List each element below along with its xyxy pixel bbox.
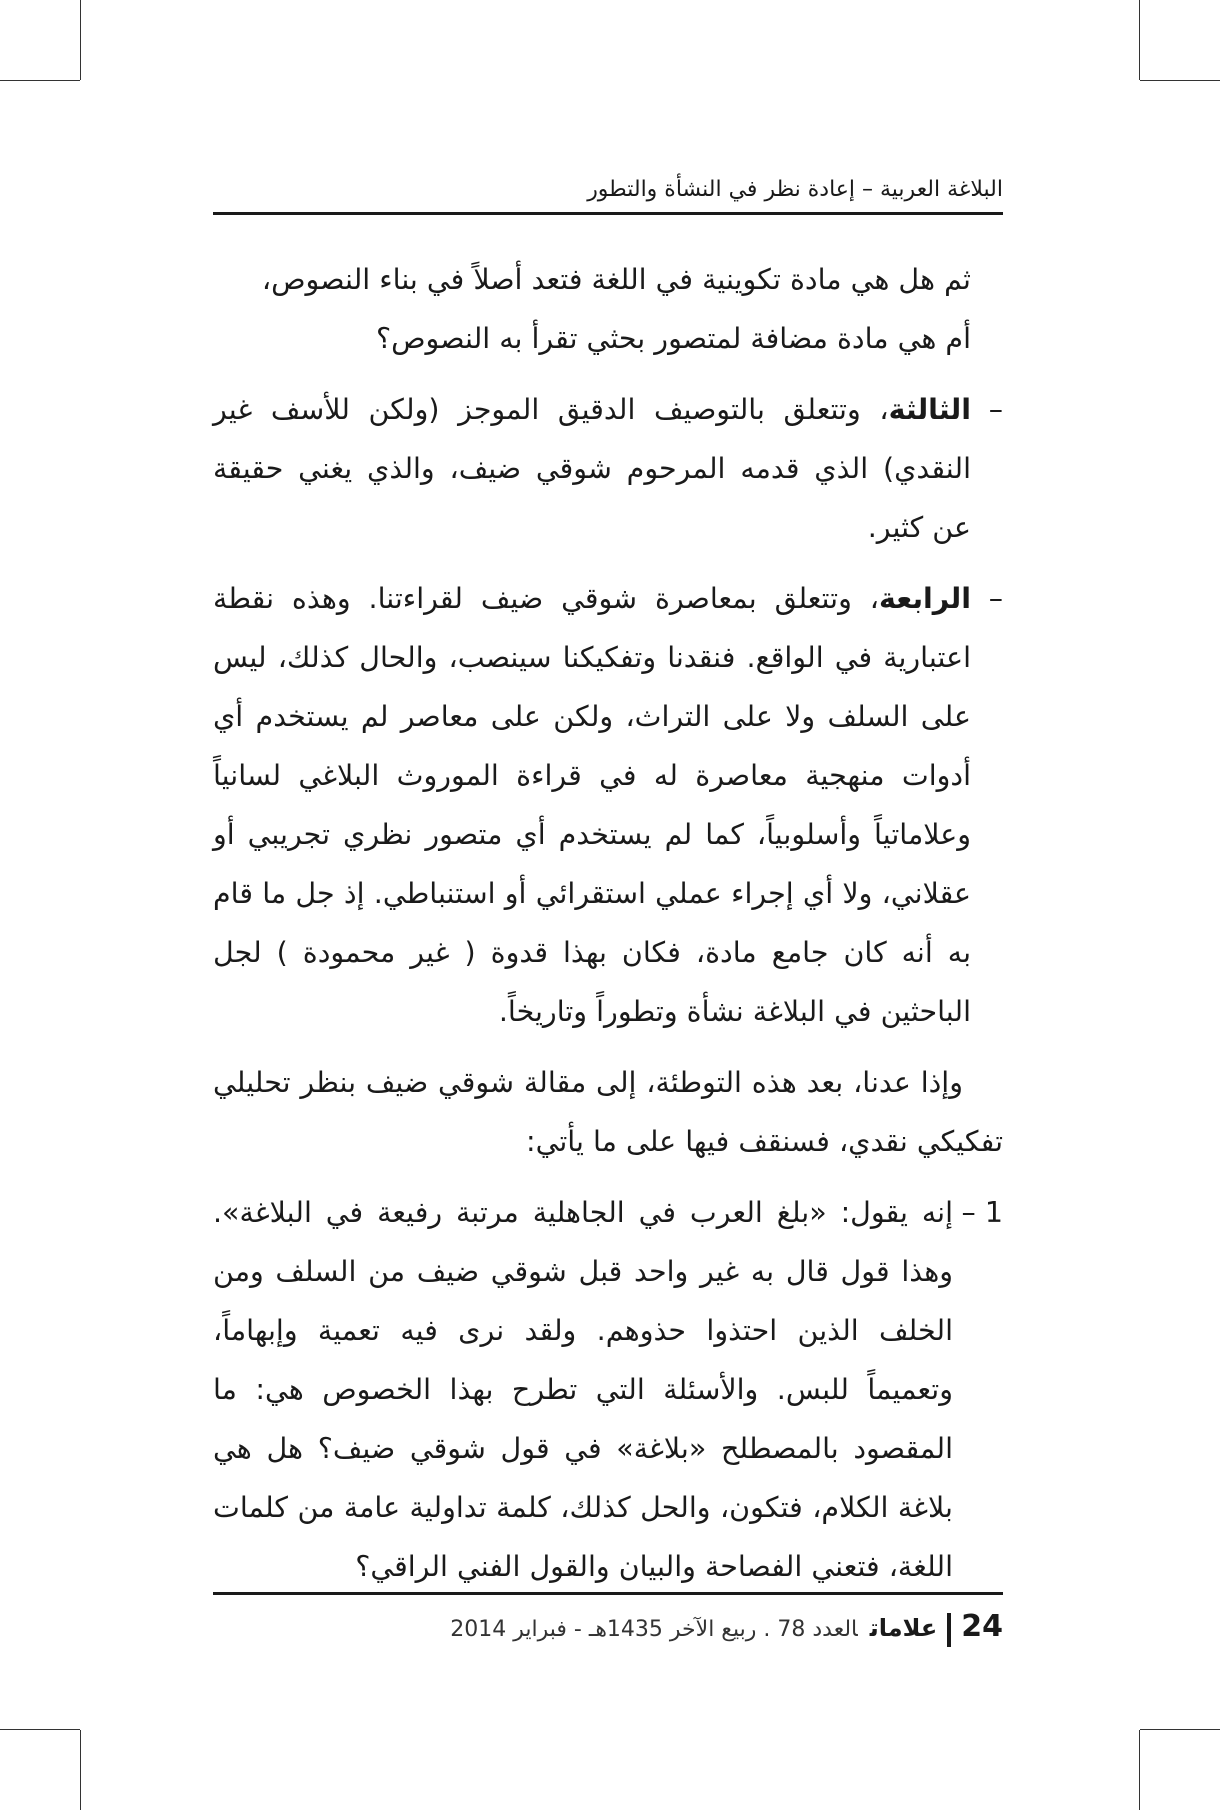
crop-mark [0,1729,80,1730]
crop-mark [1139,1730,1140,1810]
issue-info: العدد 78 . ربيع الآخر 1435هـ - فبراير 2014 [450,1617,858,1642]
bullet-marker: – [988,582,1003,615]
footer-rule [213,1592,1003,1595]
list-item-fourth [213,569,1003,1041]
paragraph-continuation [213,250,1003,368]
footer-separator [947,1613,951,1647]
page-number: 24 [961,1609,1003,1644]
crop-mark [80,1730,81,1810]
list-item-lead: الرابعة [878,582,971,615]
list-item-text: ، وتتعلق بالتوصيف الدقيق الموجز (ولكن للأسف غير النقدي) الذي قدمه المرحوم شوقي ضيف، والذي يغني حقيقة عن كثير. [213,393,971,544]
journal-logo: علامات [869,1614,938,1642]
paragraph-line: أم هي مادة مضافة لمتصور بحثي تقرأ به النصوص؟ [375,322,971,355]
article-body [213,250,1003,1596]
running-title: البلاغة العربية – إعادة نظر في النشأة والتطور [587,177,1003,202]
paragraph: وإذا عدنا، بعد هذه التوطئة، إلى مقالة شوقي ضيف بنظر تحليلي تفكيكي نقدي، فسنقف فيها على ما يأتي: [213,1066,1003,1158]
list-item-text: ، وتتعلق بمعاصرة شوقي ضيف لقراءتنا. وهذه نقطة اعتبارية في الواقع. فنقدنا وتفكيكنا سينصب، والحال كذلك، ليس على السلف ولا على التراث، ولكن على معاصر لم يستخدم أي أدوات منهجية معاصرة له في قراءة الموروث البلاغي لسانياً وعلاماتياً وأسلوبياً، كما لم يستخدم أي متصور نظري تجريبي أو عقلاني، ولا أي إجراء عملي استقرائي أو استنباطي. إذ جل ما قام به أنه كان جامع مادة، فكان بهذا قدوة ( غير محمودة ) لجل الباحثين في البلاغة نشأة وتطوراً وتاريخاً. [213,582,971,1028]
crop-mark [80,0,81,80]
crop-mark [0,80,80,81]
page-footer [213,1605,1003,1649]
paragraph-line: ثم هل هي مادة تكوينية في اللغة فتعد أصلاً في بناء النصوص، [261,263,971,296]
bullet-marker: – [988,393,1003,426]
list-item-lead: الثالثة [888,393,971,426]
number-marker: 1 – [961,1196,1003,1229]
crop-mark [1140,1729,1220,1730]
crop-mark [1140,80,1220,81]
running-header [213,168,1003,215]
crop-mark [1139,0,1140,80]
numbered-item-text: إنه يقول: «بلغ العرب في الجاهلية مرتبة رفيعة في البلاغة». وهذا قول قال به غير واحد قبل شوقي ضيف من السلف ومن الخلف الذين احتذوا حذوهم. ولقد نرى فيه تعمية وإبهاماً، وتعميماً للبس. والأسئلة التي تطرح بهذا الخصوص هي: ما المقصود بالمصطلح «بلاغة» في قول شوقي ضيف؟ هل هي بلاغة الكلام، فتكون، والحل كذلك، كلمة تداولية عامة من كلمات اللغة، فتعني الفصاحة والبيان والقول الفني الراقي؟ [213,1196,953,1583]
list-item-third [213,380,1003,557]
numbered-item [213,1183,1003,1596]
